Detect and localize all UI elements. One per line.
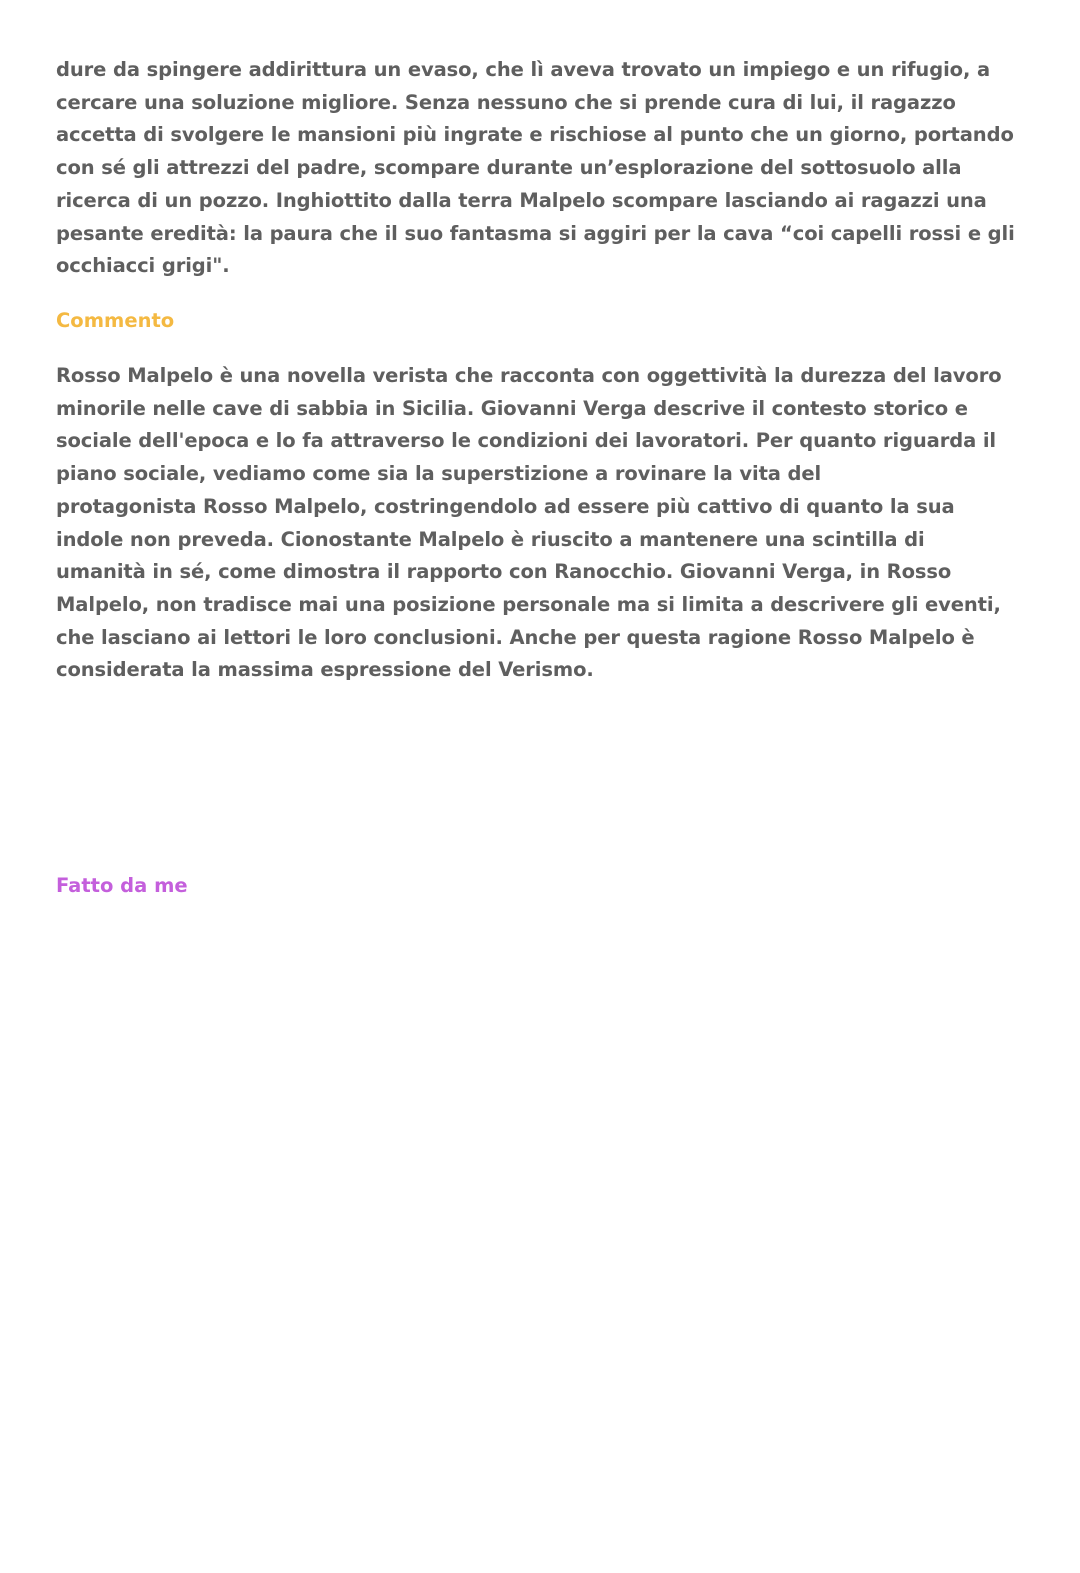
intro-paragraph [56,54,1031,283]
commento-line: umanità in sé, come dimostra il rapporto con Ranocchio. Giovanni Verga, in Rosso [56,560,952,584]
intro-line: pesante eredità: la paura che il suo fantasma si aggiri per la cava “coi capelli rossi e gli [56,221,1015,245]
intro-line: accetta di svolgere le mansioni più ingrate e rischiose al punto che un giorno, portando [56,123,1014,147]
intro-line: dure da spingere addirittura un evaso, che lì aveva trovato un impiego e un rifugio, a [56,58,990,81]
commento-line: Malpelo, non tradisce mai una posizione personale ma si limita a descrivere gli eventi, [56,592,1001,616]
intro-line: cercare una soluzione migliore. Senza nessuno che si prende cura di lui, il ragazzo [56,90,956,114]
intro-line: con sé gli attrezzi del padre, scompare durante un’esplorazione del sottosuolo alla [56,156,962,180]
commento-line: protagonista Rosso Malpelo, costringendolo ad essere più cattivo di quanto la sua [56,494,955,518]
intro-line: occhiacci grigi". [56,254,230,278]
commento-line: indole non preveda. Cionostante Malpelo è riuscito a mantenere una scintilla di [56,527,925,551]
commento-heading: Commento [56,309,175,332]
commento-paragraph [56,360,1002,687]
author-signature: Fatto da me [56,874,188,897]
commento-line: Rosso Malpelo è una novella verista che racconta con oggettività la durezza del lavoro [56,364,1002,387]
commento-line: minorile nelle cave di sabbia in Sicilia. Giovanni Verga descrive il contesto storico e [56,396,968,420]
commento-line: piano sociale, vediamo come sia la superstizione a rovinare la vita del [56,462,822,486]
intro-line: ricerca di un pozzo. Inghiottito dalla terra Malpelo scompare lasciando ai ragazzi una [56,188,987,212]
commento-line: sociale dell'epoca e lo fa attraverso le condizioni dei lavoratori. Per quanto riguarda il [56,429,997,453]
commento-line: che lasciano ai lettori le loro conclusioni. Anche per questa ragione Rosso Malpelo è [56,625,975,649]
document-page [56,54,1031,897]
commento-line: considerata la massima espressione del Verismo. [56,658,594,682]
